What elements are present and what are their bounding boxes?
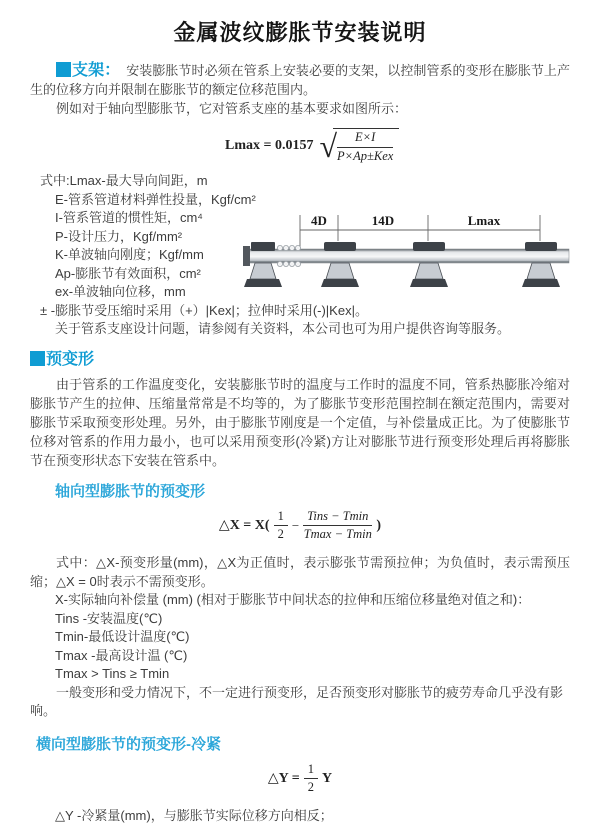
pipe <box>245 249 569 263</box>
fraction-denominator: 2 <box>307 780 314 795</box>
support-example-line: 例如对于轴向型膨胀节，它对管系支座的基本要求如图所示： <box>56 101 408 116</box>
fraction-numerator: Tins − Tmin <box>303 509 372 527</box>
lmax-formula-numerator: E×I <box>337 130 393 148</box>
page-title: 金属波纹膨胀节安装说明 <box>173 20 427 45</box>
lmax-formula-lhs: Lmax = 0.0157 <box>225 138 314 154</box>
support-section-header <box>56 63 126 78</box>
lmax-formula-fraction <box>337 130 393 164</box>
axial-formula-description: 式中：△X-预变形量(mm)，△X为正值时，表示膨张节需预拉伸；为负值时，表示需预压缩；△X = 0时表示不需预变形。 <box>30 555 570 589</box>
variable-line: ex-单波轴向位移，mm <box>55 284 186 300</box>
axial-subheading: 轴向型膨胀节的预变形 <box>55 482 206 500</box>
axial-formula-close-paren: ) <box>376 517 382 533</box>
lateral-formula-rhs: Y <box>321 770 333 786</box>
fraction-numerator: 1 <box>274 509 288 527</box>
section-square-icon <box>30 351 45 366</box>
dimension-label-14d: 14D <box>371 213 395 228</box>
guide-support <box>522 242 560 287</box>
guide-support <box>321 242 359 287</box>
support-header-label: 支架： <box>72 62 121 79</box>
variable-line: K-单波轴向刚度；Kgf/mm <box>55 247 204 263</box>
variable-line: I-管系管道的惯性矩，cm⁴ <box>55 210 203 226</box>
fraction-numerator: 1 <box>304 762 318 780</box>
plus-minus-note: ± -膨胀节受压缩时采用（+）|Kex|；拉伸时采用(-)|Kex|。 <box>40 302 368 318</box>
one-half-fraction <box>304 762 318 796</box>
guide-support <box>410 242 448 287</box>
lateral-subheading: 横向型膨胀节的预变形-冷紧 <box>36 735 221 753</box>
x-definition-line: X-实际轴向补偿量 (mm) (相对于膨胀节中间状态的拉伸和压缩位移量绝对值之和)： <box>55 592 531 607</box>
variable-line: Ap-膨胀节有效面积，cm² <box>55 265 201 281</box>
axial-formula <box>215 509 385 543</box>
fraction-denominator: 2 <box>277 527 284 542</box>
lmax-formula: Lmax = 0.0157 √ $\frac{E\times I}{\text{P×Ap±Kex}}$ <box>225 128 570 164</box>
section-square-icon <box>56 62 71 77</box>
predeform-header-label: 预变形 <box>46 350 95 368</box>
one-half-fraction <box>274 509 288 543</box>
temperature-fraction <box>303 509 372 543</box>
fraction-denominator: Tmax − Tmin <box>303 527 372 542</box>
variable-line: 式中:Lmax-最大导向间距，m <box>40 173 208 189</box>
lmax-formula-denominator: P×Ap±Kex <box>337 148 394 163</box>
support-intro-paragraph <box>30 61 570 99</box>
service-note: 关于管系支座设计问题，请参阅有关资料，本公司也可为用户提供咨询等服务。 <box>55 321 511 337</box>
temp-line-tins: Tins -安装温度(℃) <box>55 610 163 626</box>
minus-operator: − <box>291 517 300 533</box>
square-root-radicand <box>333 128 399 164</box>
support-intro-text: 安装膨胀节时必须在管系上安装必要的支架，以控制管系的变形在膨胀节上产生的位移方向并限制在膨胀节的额定位移范围内。 <box>30 63 570 97</box>
temp-line-tmin: Tmin-最低设计温度(℃) <box>55 629 190 644</box>
axial-note-line: 一般变形和受力情况下，不一定进行预变形，足否预变形对膨胀节的疲劳寿命几乎没有影响。 <box>30 684 564 718</box>
dimension-label-4d: 4D <box>311 213 327 228</box>
predeform-section-header <box>30 351 570 369</box>
temp-inequality-line: Tmax > Tins ≥ Tmin <box>55 666 170 681</box>
variable-line: P-设计压力，Kgf/mm² <box>55 228 183 244</box>
lateral-formula-description: △Y -冷紧量(mm)，与膨胀节实际位移方向相反； <box>55 807 333 823</box>
lateral-formula-lhs: △Y = <box>267 771 300 787</box>
temp-line-tmax: Tmax -最高设计温 (℃) <box>55 647 188 663</box>
axial-formula-lhs: △X = X( <box>218 518 270 534</box>
variable-line: E-管系管道材料弹性投量，Kgf/cm² <box>55 191 256 207</box>
predeform-paragraph: 由于管系的工作温度变化，安装膨胀节时的温度与工作时的温度不同，管系热膨胀冷缩对膨胀节产生的拉伸、压缩量常常是不均等的，为了膨胀节变形范围控制在额定范围内，需要对膨胀节采取预变形处理。另外，由于膨胀节刚度是一个定值，与补偿量成正比。为了使膨胀节位移对管系的作用力最小，也可以采用预变形(冷紧)方让对膨胀节进行预变形处理后再将膨胀节在预变形状态下安装在管系中。 <box>30 376 570 468</box>
lateral-formula <box>264 762 336 796</box>
document-page <box>0 16 600 825</box>
pipe-support-diagram <box>243 209 573 301</box>
dimension-label-lmax: Lmax <box>467 213 501 228</box>
